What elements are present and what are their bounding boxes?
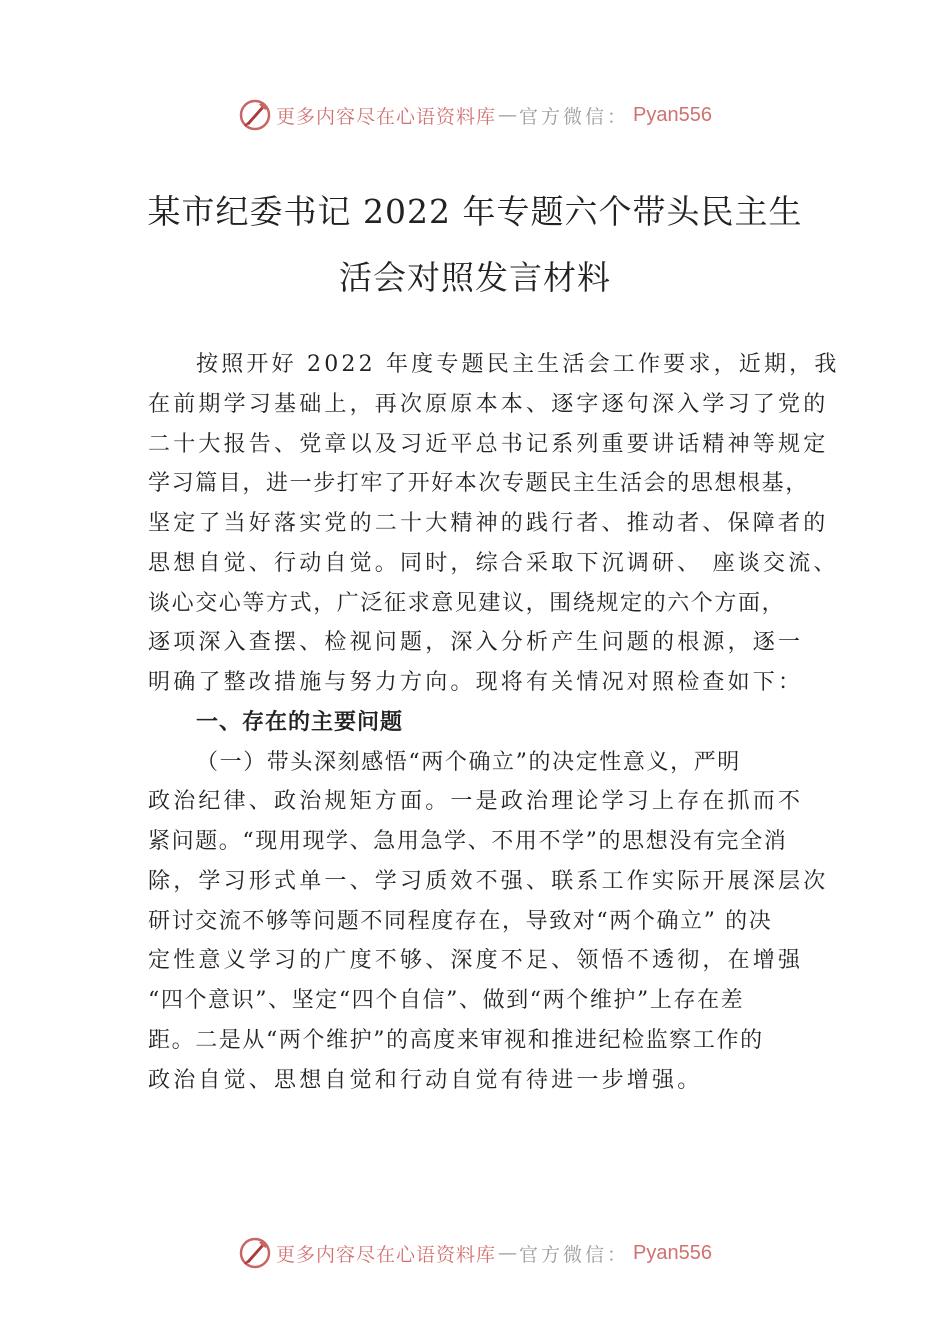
body-line: 二十大报告、党章以及习近平总书记系列重要讲话精神等规定 (148, 431, 829, 457)
document-body (148, 345, 840, 1100)
watermark-wechat-id: Pyan556 (633, 103, 712, 126)
body-line: 政治自觉、思想自觉和行动自觉有待进一步增强。 (148, 1067, 703, 1093)
body-line: 谈心交心等方式，广泛征求意见建议，围绕规定的六个方面， (148, 590, 786, 616)
document-title-line-2: 活会对照发言材料 (339, 258, 611, 297)
body-line: 紧问题。“现用现学、急用急学、不用不学”的思想没有完全消 (148, 829, 788, 854)
watermark-dash: — (498, 104, 518, 126)
quill-pen-logo-icon (238, 1236, 272, 1270)
body-line: 学习篇目，进一步打牢了开好本次专题民主生活会的思想根基， (148, 471, 809, 497)
body-line: 明确了整改措施与努力方向。现将有关情况对照检查如下： (148, 670, 804, 695)
body-line: 研讨交流不够等问题不同程度存在，导致对“两个确立” 的决 (148, 908, 773, 934)
body-line: 除，学习形式单一、学习质效不强、联系工作实际开展深层次 (148, 868, 829, 894)
body-line: 距。二是从“两个维护”的高度来审视和推进纪检监察工作的 (148, 1027, 764, 1053)
watermark-label: 官方微信： (519, 1243, 630, 1266)
body-line: 政治纪律、政治规矩方面。一是政治理论学习上存在抓而不 (148, 789, 804, 815)
watermark-brand: 更多内容尽在心语资料库 (276, 105, 497, 128)
watermark-banner-top (0, 95, 950, 135)
watermark-dash: — (498, 1242, 518, 1264)
body-line: 逐项深入查摆、检视问题，深入分析产生问题的根源，逐一 (148, 630, 804, 656)
watermark-banner-bottom (0, 1233, 950, 1273)
document-title-line-1: 某市纪委书记 2022 年专题六个带头民主生 (147, 192, 803, 231)
body-line: 按照开好 2022 年度专题民主生活会工作要求，近期，我 (196, 352, 840, 377)
body-line: 坚定了当好落实党的二十大精神的践行者、推动者、保障者的 (148, 511, 829, 536)
watermark-label: 官方微信： (519, 105, 630, 128)
watermark-brand: 更多内容尽在心语资料库 (276, 1243, 497, 1266)
body-line: “四个意识”、坚定“四个自信”、做到“两个维护”上存在差 (148, 988, 745, 1013)
body-line: 在前期学习基础上，再次原原本本、逐字逐句深入学习了党的 (148, 391, 829, 417)
body-line: 定性意义学习的广度不够、深度不足、领悟不透彻，在增强 (148, 948, 804, 974)
quill-pen-logo-icon (238, 98, 272, 132)
body-line: （一）带头深刻感悟“两个确立”的决定性意义，严明 (196, 749, 741, 775)
section-heading: 一、存在的主要问题 (196, 709, 404, 735)
watermark-wechat-id: Pyan556 (633, 1241, 712, 1264)
body-line: 思想自觉、行动自觉。同时，综合采取下沉调研、 座谈交流、 (148, 550, 839, 576)
